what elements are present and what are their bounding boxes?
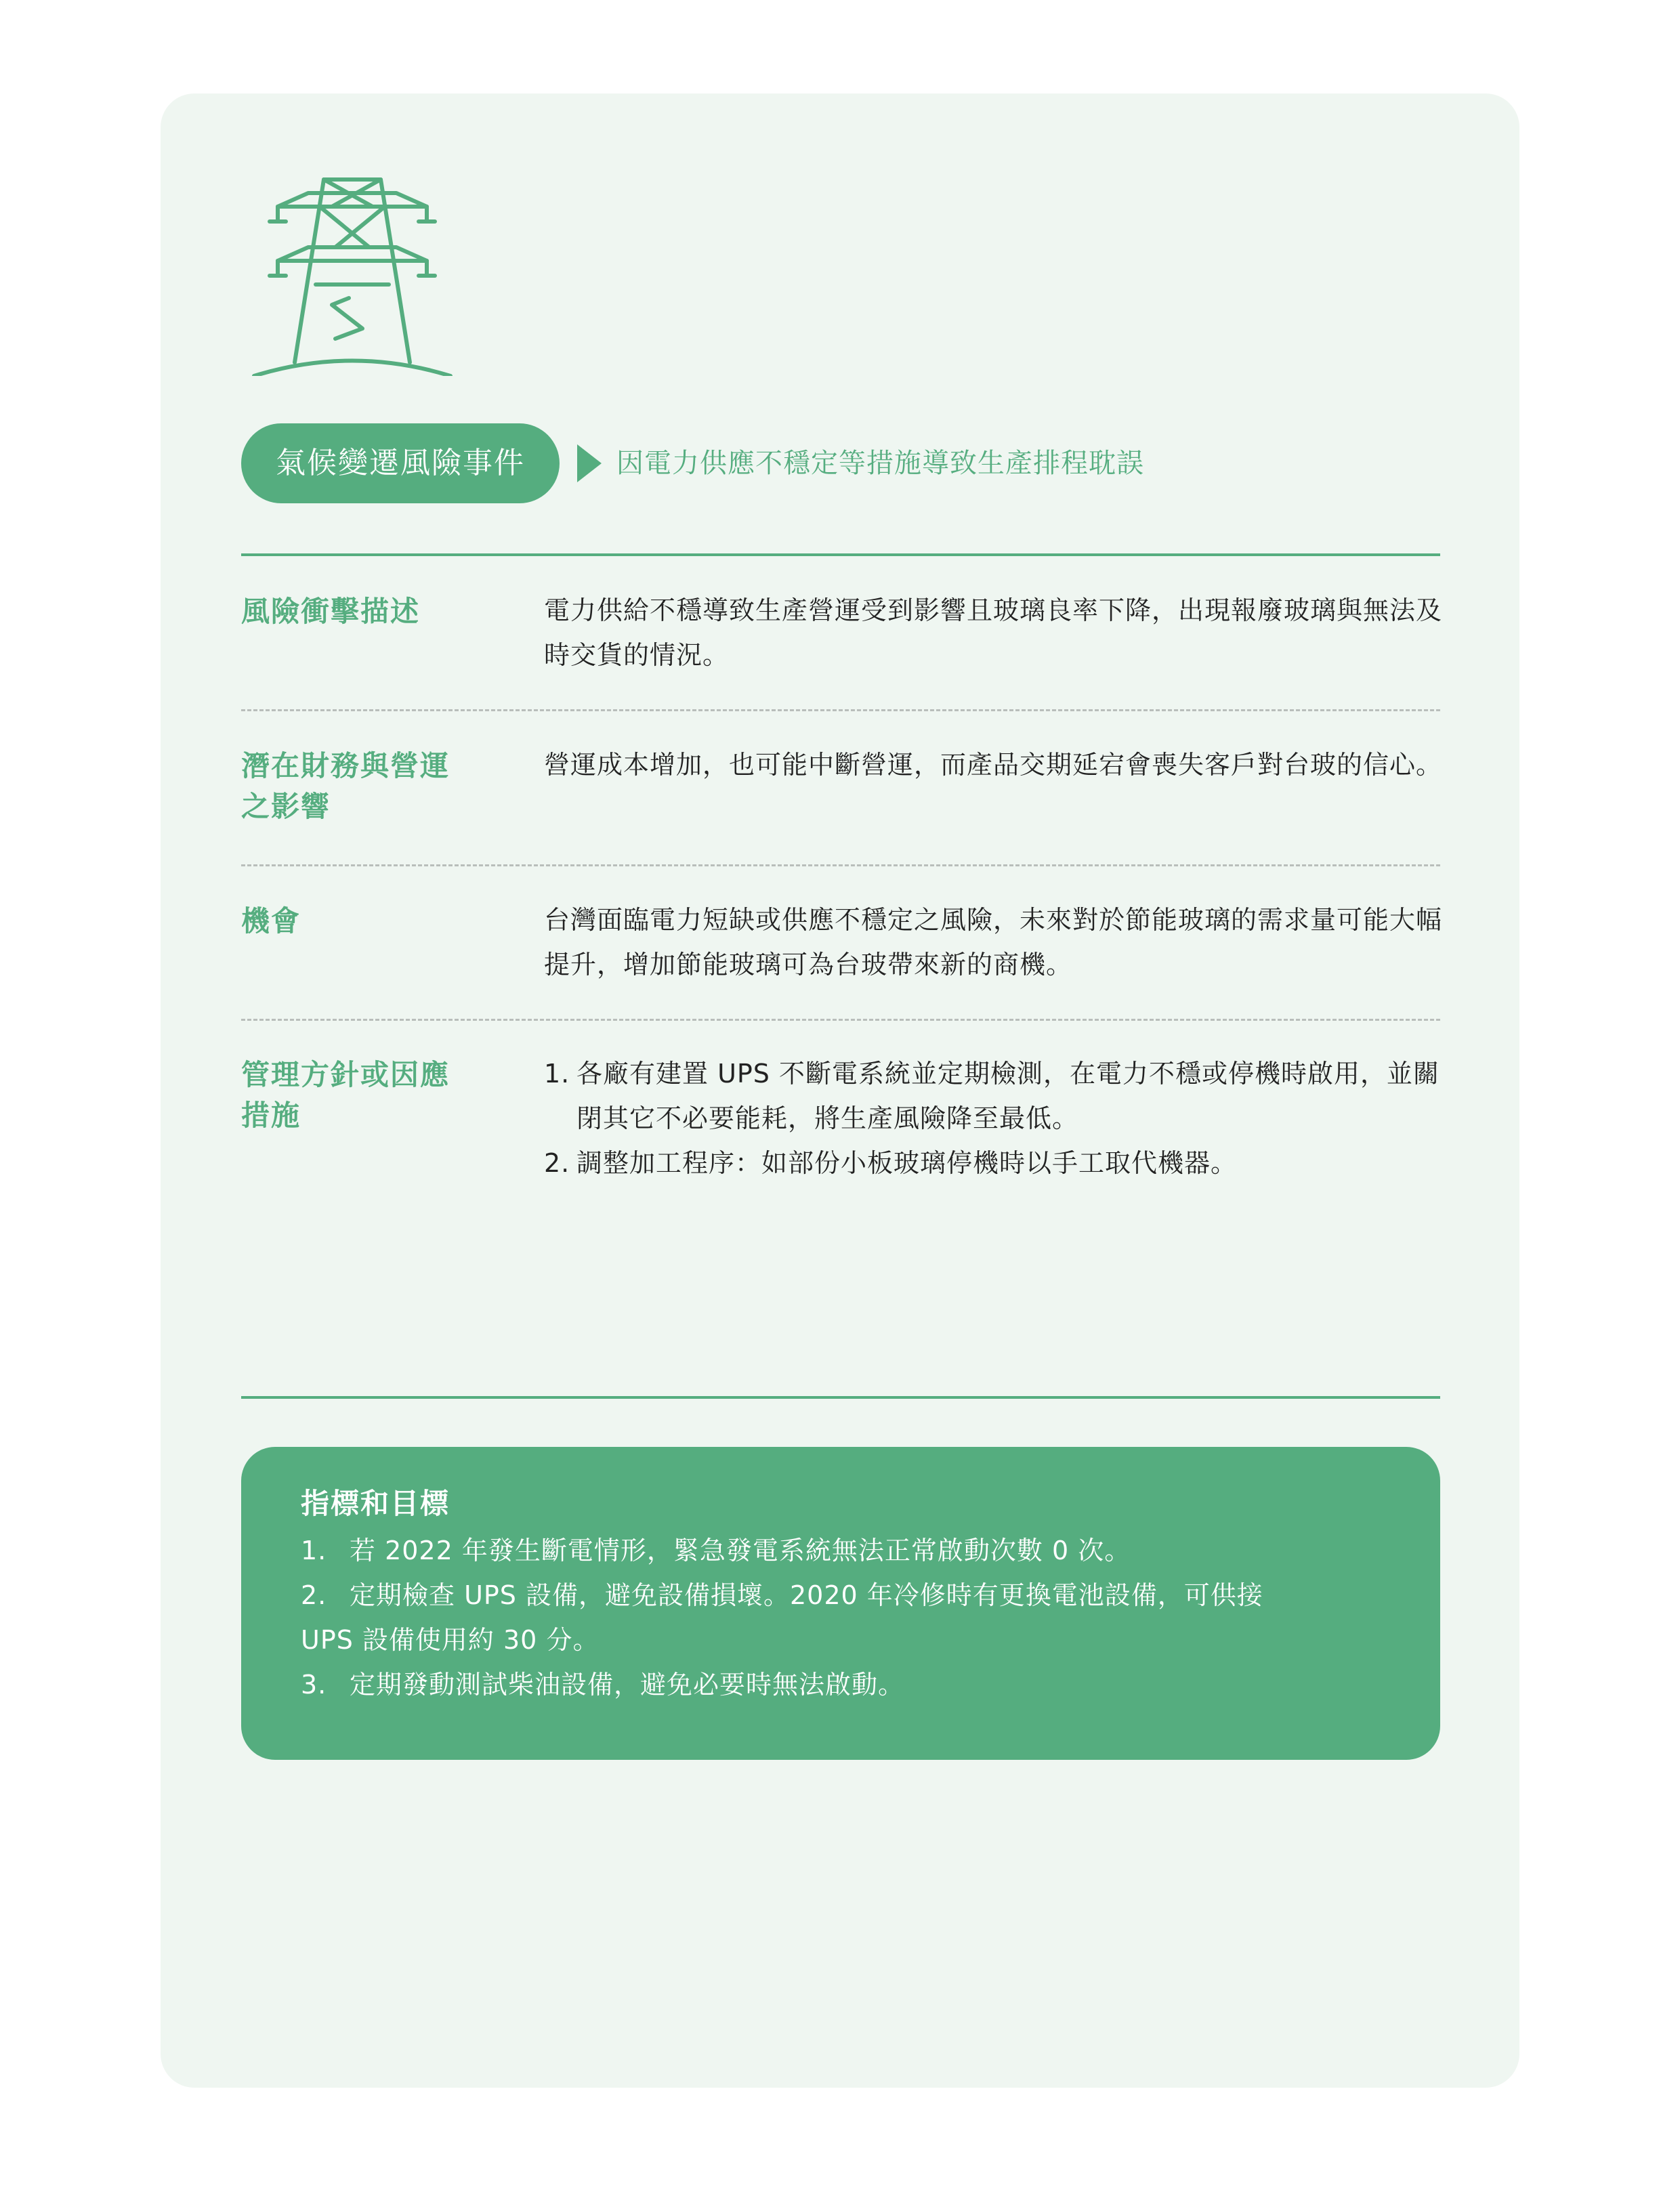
power-tower-icon bbox=[251, 173, 454, 376]
target-number: 2. bbox=[301, 1580, 327, 1610]
targets-panel bbox=[241, 1447, 1440, 1760]
list-text: 調整加工程序：如部份小板玻璃停機時以手工取代機器。 bbox=[576, 1148, 1238, 1178]
target-number: 3. bbox=[301, 1670, 327, 1700]
row-label-line: 措施 bbox=[241, 1099, 301, 1132]
list-text: 各廠有建置 UPS 不斷電系統並定期檢測，在電力不穩或停機時啟用，並關閉其它不必要能耗，將生產風險降至最低。 bbox=[576, 1059, 1440, 1133]
row-label-opportunity: 機會 bbox=[241, 904, 301, 937]
target-number: 1. bbox=[301, 1536, 327, 1565]
list-item bbox=[544, 1051, 1445, 1141]
row-divider bbox=[241, 1019, 1440, 1021]
bottom-divider bbox=[241, 1396, 1440, 1399]
row-body-financial: 營運成本增加，也可能中斷營運，而產品交期延宕會喪失客戶對台玻的信心。 bbox=[544, 750, 1443, 780]
list-number: 2. bbox=[544, 1148, 570, 1178]
row-body-impact: 電力供給不穩導致生產營運受到影響且玻璃良率下降，出現報廢玻璃與無法及時交貨的情況。 bbox=[544, 595, 1443, 670]
row-label-line: 之影響 bbox=[241, 790, 331, 823]
targets-title: 指標和目標 bbox=[301, 1487, 450, 1520]
row-label-management bbox=[241, 1055, 499, 1136]
targets-list bbox=[301, 1528, 1385, 1707]
event-description: 因電力供應不穩定等措施導致生產排程耽誤 bbox=[616, 448, 1144, 479]
row-divider bbox=[241, 864, 1440, 866]
target-text: 定期檢查 UPS 設備，避免設備損壞。2020 年冷修時有更換電池設備，可供接 bbox=[350, 1580, 1263, 1610]
target-text: 若 2022 年發生斷電情形，緊急發電系統無法正常啟動次數 0 次。 bbox=[350, 1536, 1131, 1565]
row-divider bbox=[241, 709, 1440, 711]
target-text: 定期發動測試柴油設備，避免必要時無法啟動。 bbox=[350, 1670, 905, 1700]
target-item bbox=[301, 1662, 1385, 1707]
target-item bbox=[301, 1573, 1385, 1618]
list-item bbox=[544, 1141, 1445, 1185]
top-divider bbox=[241, 553, 1440, 556]
row-body-management bbox=[544, 1051, 1445, 1185]
arrow-right-icon bbox=[577, 444, 602, 482]
row-label-impact: 風險衝擊描述 bbox=[241, 595, 421, 628]
row-label-line: 管理方針或因應 bbox=[241, 1058, 450, 1091]
row-label-financial bbox=[241, 746, 499, 827]
row-label-line: 潛在財務與營運 bbox=[241, 749, 450, 782]
target-item bbox=[301, 1528, 1385, 1573]
list-number: 1. bbox=[544, 1059, 570, 1089]
event-category-pill: 氣候變遷風險事件 bbox=[241, 423, 560, 503]
target-item-continuation: UPS 設備使用約 30 分。 bbox=[301, 1625, 600, 1655]
row-body-opportunity: 台灣面臨電力短缺或供應不穩定之風險，未來對於節能玻璃的需求量可能大幅提升，增加節能玻璃可為台玻帶來新的商機。 bbox=[544, 905, 1443, 979]
